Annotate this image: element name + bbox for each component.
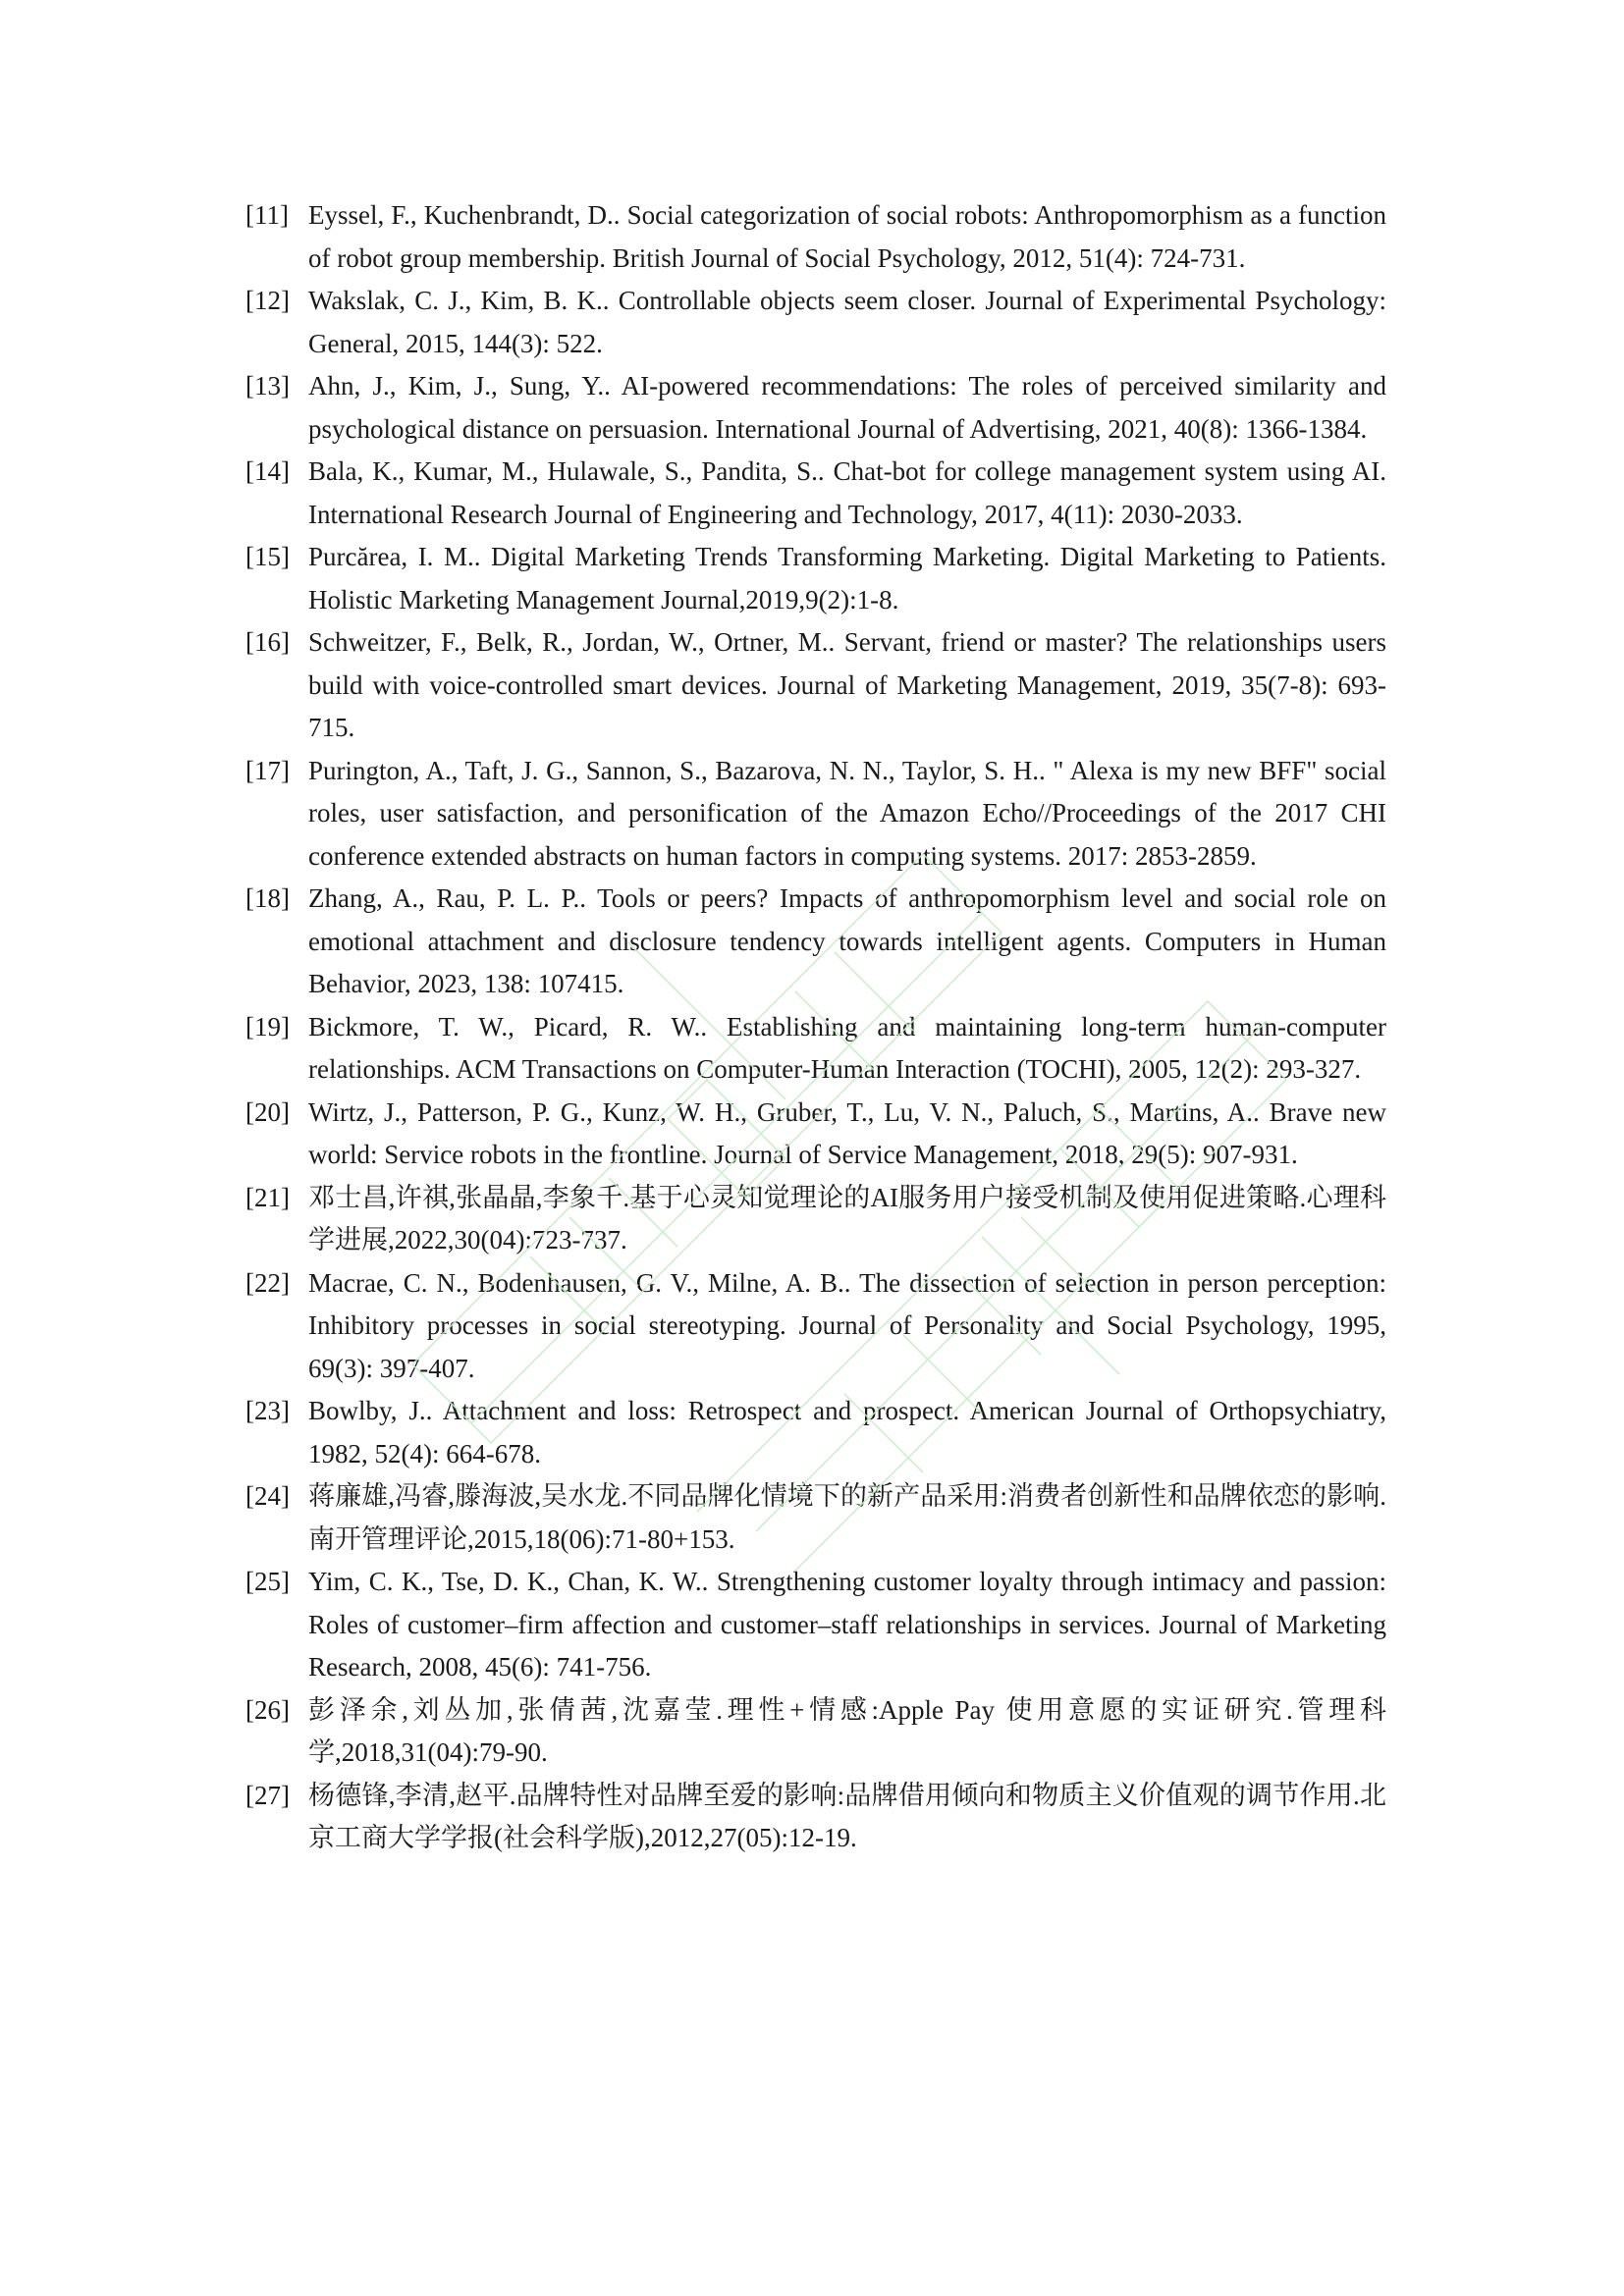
reference-text: Bala, K., Kumar, M., Hulawale, S., Pandita, S.. Chat-bot for college management system using AI. International Research Journal of Engineering and Technology, 2017, 4(11): 2030-2033. — [308, 456, 1386, 529]
reference-number: [14] — [245, 456, 290, 486]
reference-number: [23] — [245, 1396, 290, 1425]
reference-list — [245, 194, 1386, 1860]
reference-text: Zhang, A., Rau, P. L. P.. Tools or peers? Impacts of anthropomorphism level and social role on emotional attachment and disclosure tendency towards intelligent agents. Computers in Human Behavior, 2023, 138: 107415. — [308, 883, 1386, 998]
reference-number: [22] — [245, 1267, 290, 1298]
reference-entry — [245, 365, 1386, 451]
reference-text: Eyssel, F., Kuchenbrandt, D.. Social categorization of social robots: Anthropomorphism as a function of robot group membership. British Journal of Social Psychology, 2012, 51(4): 724-731. — [308, 200, 1386, 273]
reference-text: 彭泽余,刘丛加,张倩茜,沈嘉莹.理性+情感:Apple Pay 使用意愿的实证研究.管理科学,2018,31(04):79-90. — [308, 1694, 1386, 1767]
reference-text: Bickmore, T. W., Picard, R. W.. Establishing and maintaining long-term human-computer relationships. ACM Transactions on Computer-Human Interaction (TOCHI), 2005, 12(2): 293-327. — [308, 1011, 1386, 1084]
reference-entry — [245, 536, 1386, 621]
reference-number: [27] — [245, 1780, 290, 1810]
reference-entry — [245, 878, 1386, 1006]
reference-entry — [245, 1390, 1386, 1475]
reference-entry — [245, 1561, 1386, 1689]
reference-number: [16] — [245, 627, 290, 657]
reference-text: 邓士昌,许祺,张晶晶,李象千.基于心灵知觉理论的AI服务用户接受机制及使用促进策略.心理科学进展,2022,30(04):723-737. — [308, 1182, 1386, 1255]
reference-entry — [245, 1262, 1386, 1391]
reference-entry — [245, 451, 1386, 536]
reference-number: [17] — [245, 755, 290, 785]
reference-text: Macrae, C. N., Bodenhausen, G. V., Milne, A. B.. The dissection of selection in person perception: Inhibitory processes in social stereotyping. Journal of Personality and Social Psychology, 1995, 69(3): 397-407. — [308, 1267, 1386, 1383]
reference-text: 蒋廉雄,冯睿,滕海波,吴水龙.不同品牌化情境下的新产品采用:消费者创新性和品牌依恋的影响.南开管理评论,2015,18(06):71-80+153. — [308, 1481, 1386, 1554]
reference-number: [11] — [245, 200, 289, 230]
reference-entry — [245, 1475, 1386, 1561]
reference-entry — [245, 1006, 1386, 1092]
reference-number: [21] — [245, 1182, 290, 1212]
reference-entry — [245, 750, 1386, 879]
reference-number: [25] — [245, 1567, 290, 1596]
reference-number: [19] — [245, 1011, 290, 1041]
reference-text: Schweitzer, F., Belk, R., Jordan, W., Ortner, M.. Servant, friend or master? The relationships users build with voice-controlled smart devices. Journal of Marketing Management, 2019, 35(7-8): 693-715. — [308, 627, 1386, 742]
reference-number: [26] — [245, 1694, 290, 1725]
reference-text: Yim, C. K., Tse, D. K., Chan, K. W.. Strengthening customer loyalty through intimacy and passion: Roles of customer–firm affection and customer–staff relationships in services. Journal of Marketing Research, 2008, 45(6): 741-756. — [308, 1567, 1386, 1682]
reference-number: [15] — [245, 542, 290, 571]
reference-number: [12] — [245, 286, 290, 315]
reference-text: Purington, A., Taft, J. G., Sannon, S., Bazarova, N. N., Taylor, S. H.. " Alexa is my new BFF" social roles, user satisfaction, and personification of the Amazon Echo//Proceedings of the 2017 CHI conference extended abstracts on human factors in computing systems. 2017: 2853-2859. — [308, 755, 1386, 871]
reference-text: Bowlby, J.. Attachment and loss: Retrospect and prospect. American Journal of Orthopsychiatry, 1982, 52(4): 664-678. — [308, 1396, 1386, 1468]
reference-entry — [245, 1092, 1386, 1177]
reference-number: [24] — [245, 1481, 290, 1511]
reference-text: 杨德锋,李清,赵平.品牌特性对品牌至爱的影响:品牌借用倾向和物质主义价值观的调节作用.北京工商大学学报(社会科学版),2012,27(05):12-19. — [308, 1780, 1386, 1852]
reference-entry — [245, 1689, 1386, 1775]
reference-text: Purcărea, I. M.. Digital Marketing Trends Transforming Marketing. Digital Marketing to Patients. Holistic Marketing Management Journal,2019,9(2):1-8. — [308, 542, 1386, 614]
reference-number: [13] — [245, 371, 290, 400]
reference-text: Wakslak, C. J., Kim, B. K.. Controllable objects seem closer. Journal of Experimental Psychology: General, 2015, 144(3): 522. — [308, 286, 1386, 358]
reference-number: [18] — [245, 883, 290, 913]
reference-entry — [245, 1775, 1386, 1860]
reference-text: Ahn, J., Kim, J., Sung, Y.. AI-powered recommendations: The roles of perceived similarity and psychological distance on persuasion. International Journal of Advertising, 2021, 40(8): 1366-1384. — [308, 371, 1386, 444]
reference-number: [20] — [245, 1096, 290, 1127]
reference-entry — [245, 194, 1386, 280]
reference-text: Wirtz, J., Patterson, P. G., Kunz, W. H., Gruber, T., Lu, V. N., Paluch, S., Martins, A.. Brave new world: Service robots in the frontline. Journal of Service Management, 2018, 29(5): 907-931. — [308, 1096, 1386, 1169]
reference-entry — [245, 621, 1386, 750]
reference-entry — [245, 280, 1386, 365]
reference-entry — [245, 1177, 1386, 1262]
